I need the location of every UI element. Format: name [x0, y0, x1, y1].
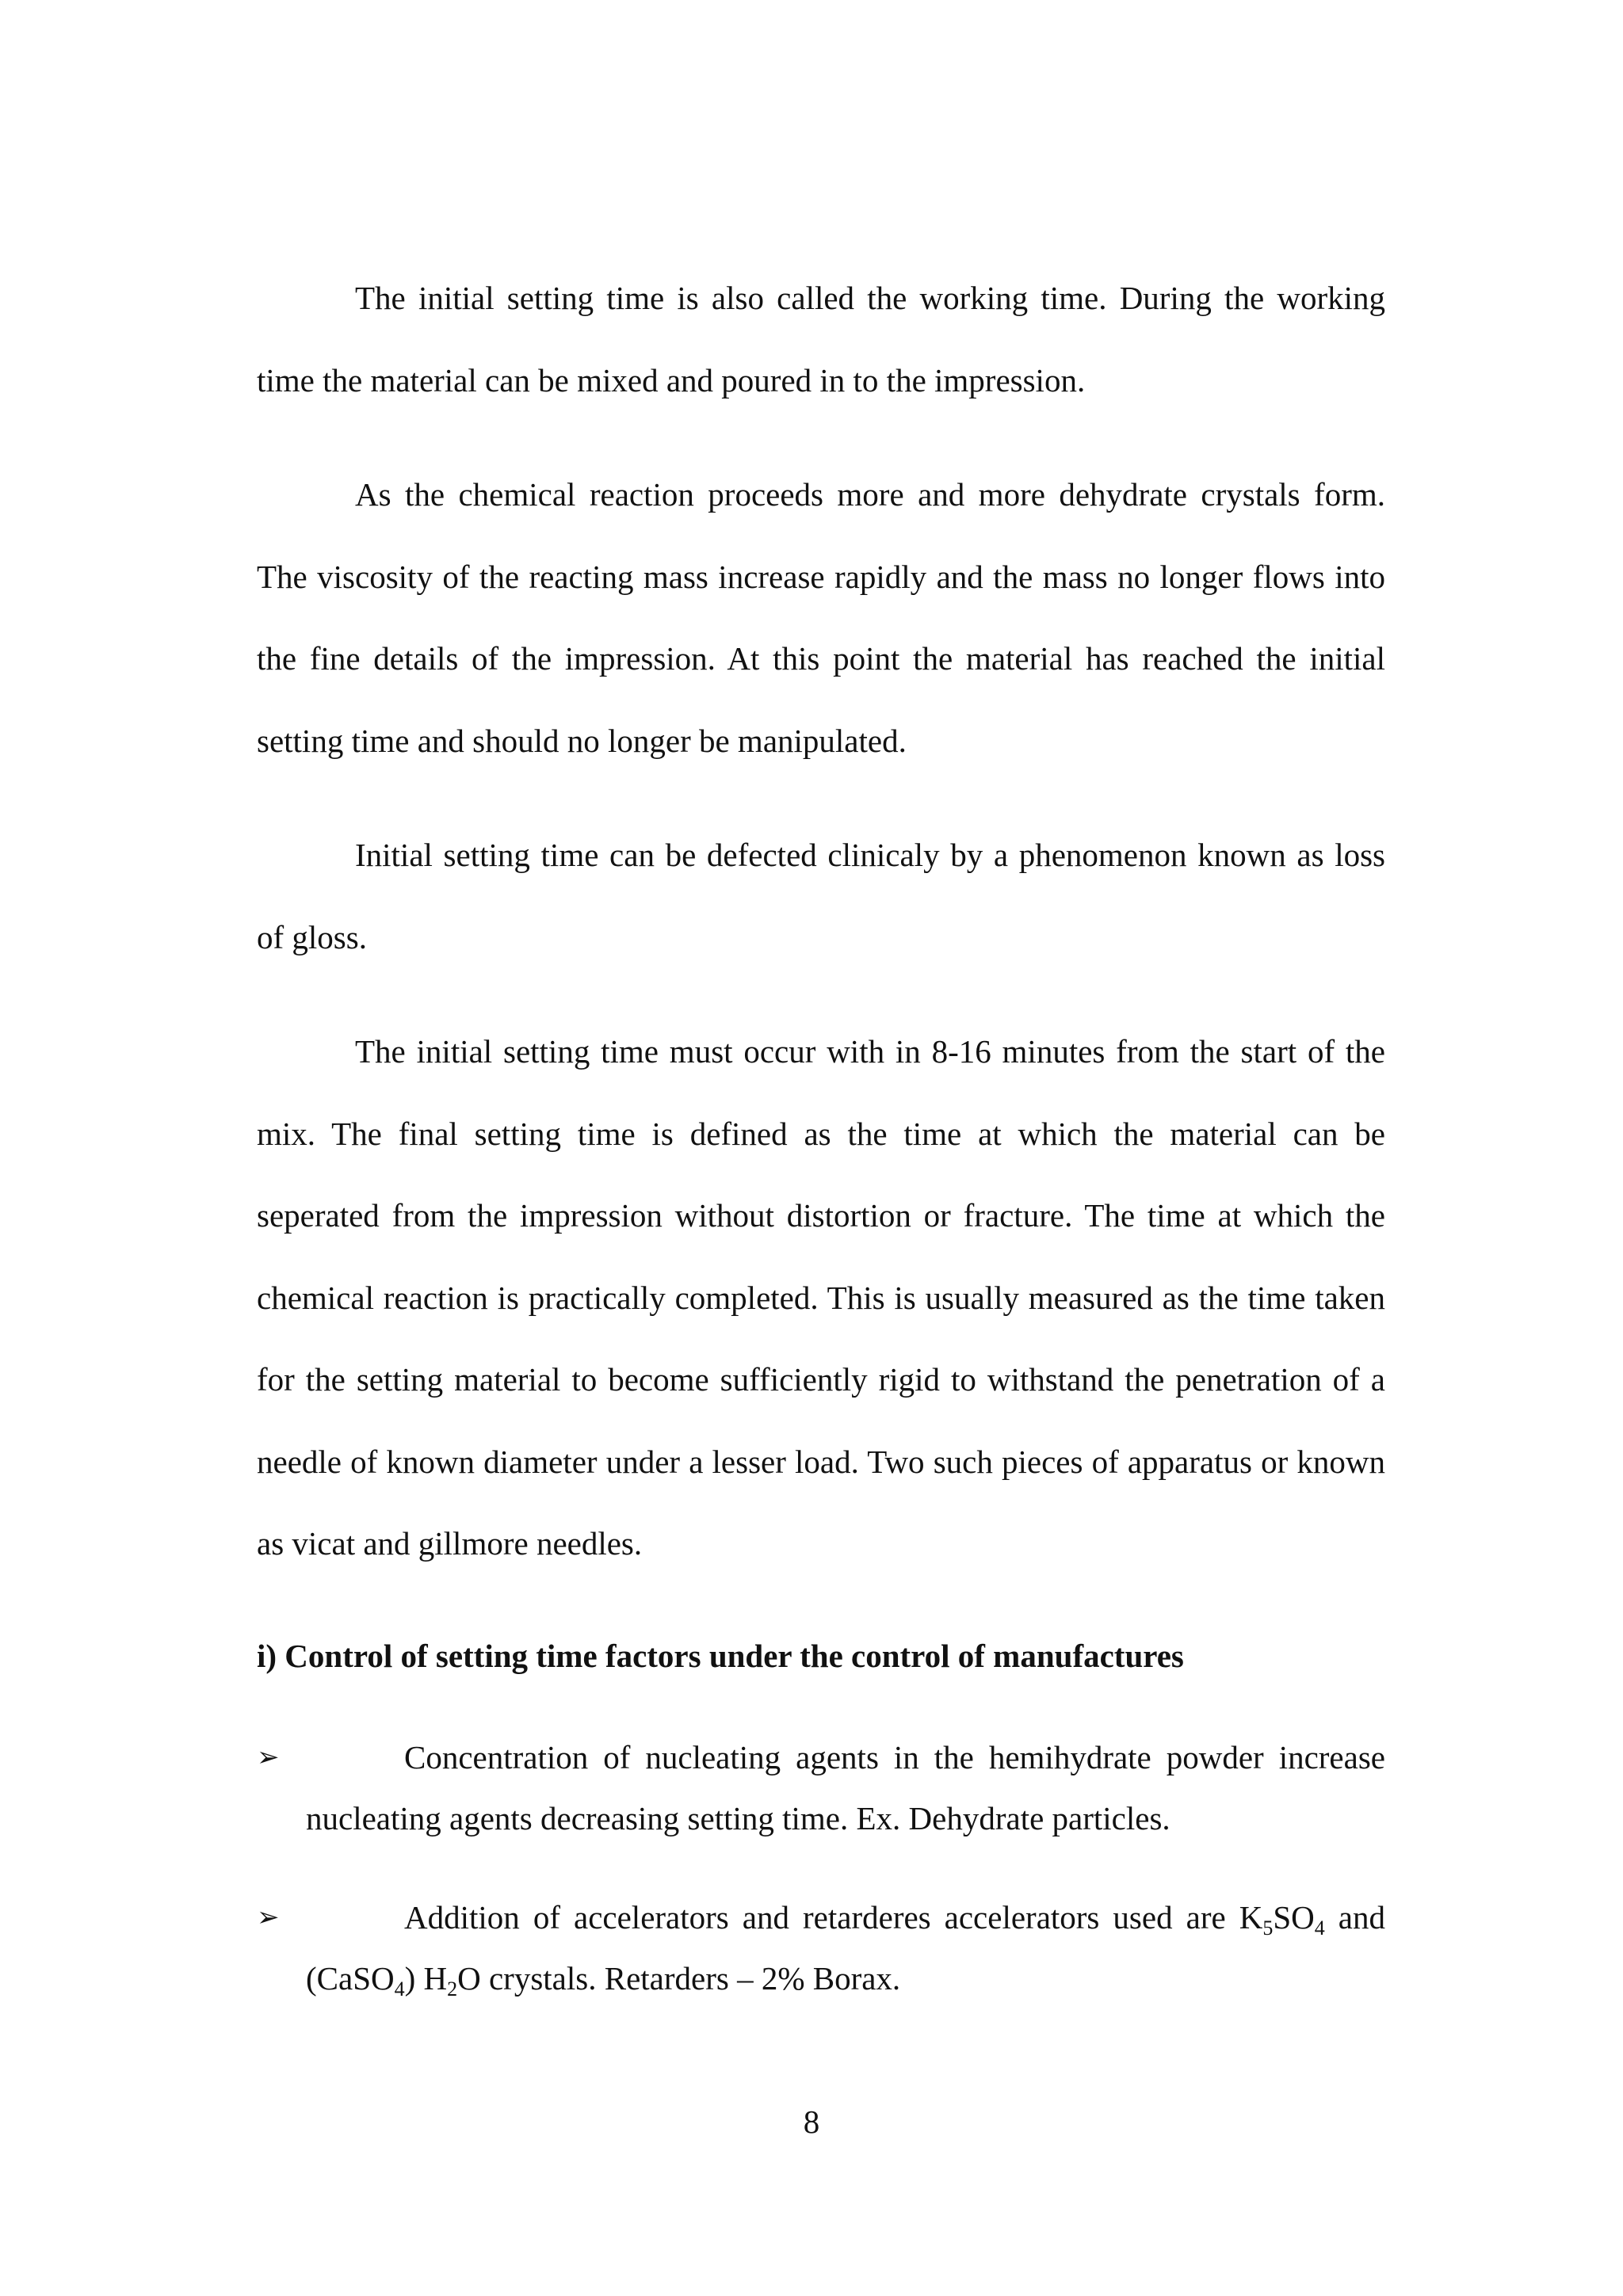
text-run: SO: [1273, 1899, 1315, 1936]
subscript: 5: [1262, 1917, 1274, 1939]
arrow-bullet-icon: ➢: [257, 1741, 280, 1773]
section-heading: i) Control of setting time factors under the control of manufactures: [257, 1638, 1184, 1674]
bullet-item-accelerators: [257, 1887, 1385, 2009]
text-run: O crystals. Retarders – 2% Borax.: [457, 1960, 901, 1997]
bullet-text: [306, 1887, 1385, 2009]
subscript: 4: [394, 1978, 405, 2000]
page-number: 8: [803, 2103, 820, 2140]
bullet-text: Concentration of nucleating agents in the hemihydrate powder increase nucleating agents decreasing setting time. Ex. Dehydrate particles.: [306, 1739, 1385, 1836]
text-run: Addition of accelerators and retarderes accelerators used are K: [404, 1899, 1263, 1936]
paragraph-final-setting-time: The initial setting time must occur with in 8-16 minutes from the start of the mix. The final setting time is defined as the time at which the material can be seperated from the impression without distortion or fracture. The time at which the chemical reaction is practically completed. This is usually measured as the time taken for the setting material to become sufficiently rigid to withstand the penetration of a needle of known diameter under a lesser load. Two such pieces of apparatus or known as vicat and gillmore needles.: [257, 1033, 1385, 1562]
arrow-bullet-icon: ➢: [257, 1901, 280, 1933]
paragraph-chemical-reaction: As the chemical reaction proceeds more and more dehydrate crystals form. The viscosity of the reacting mass increase rapidly and the mass no longer flows into the fine details of the impression. At this point the material has reached the initial setting time and should no longer be manipulated.: [257, 476, 1385, 759]
subscript: 2: [447, 1978, 458, 2000]
text-run: and (CaSO: [306, 1899, 1385, 1997]
paragraph-working-time: The initial setting time is also called the working time. During the working time the material can be mixed and poured in to the impression.: [257, 280, 1385, 399]
text-run: ) H: [404, 1960, 448, 1997]
subscript: 4: [1314, 1917, 1325, 1939]
paragraph-loss-of-gloss: Initial setting time can be defected clinicaly by a phenomenon known as loss of gloss.: [257, 837, 1385, 955]
bullet-item-nucleating-agents: [257, 1727, 1385, 1849]
